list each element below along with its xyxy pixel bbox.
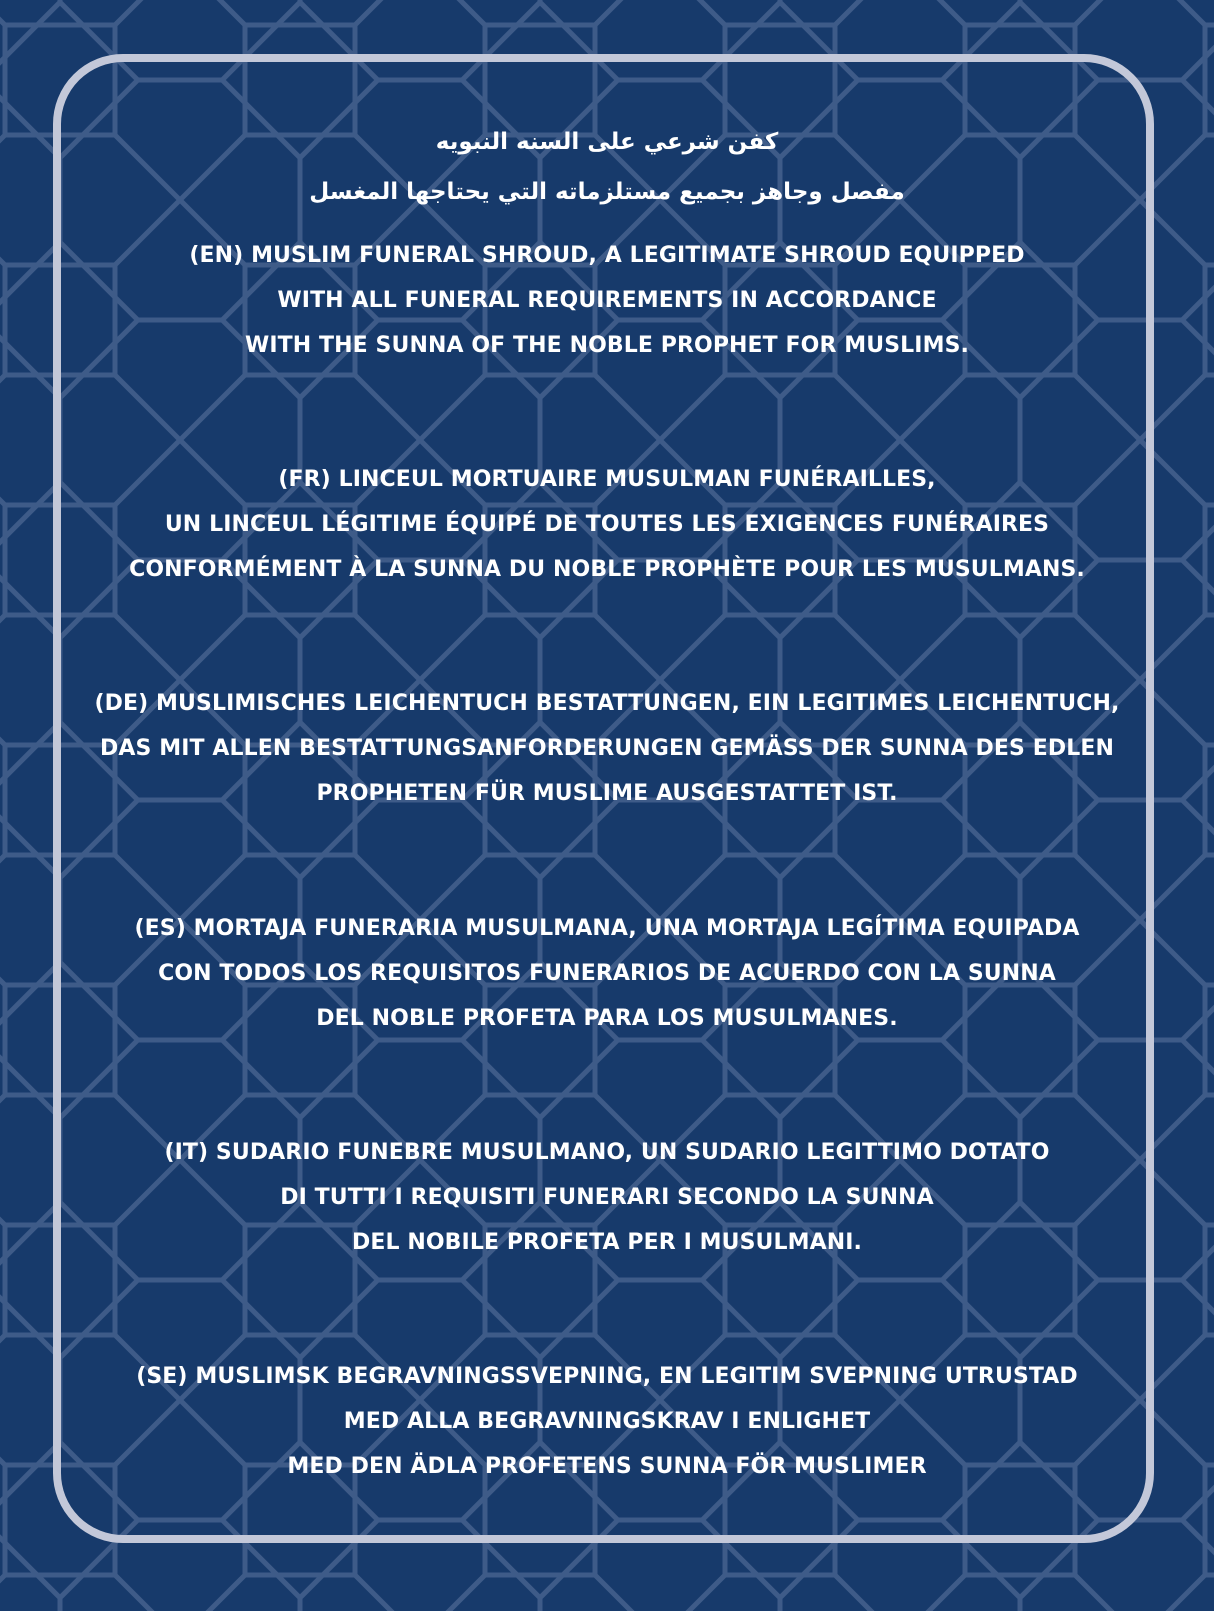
description-line: (SE) MUSLIMSK BEGRAVNINGSSVEPNING, EN LEGITIM SVEPNING UTRUSTAD: [136, 1364, 1078, 1389]
description-line: CON TODOS LOS REQUISITOS FUNERARIOS DE ACUERDO CON LA SUNNA: [158, 961, 1056, 986]
arabic-title: [60, 117, 1154, 217]
description-line: PROPHETEN FÜR MUSLIME AUSGESTATTET IST.: [316, 781, 898, 806]
description-line: DEL NOBLE PROFETA PARA LOS MUSULMANES.: [316, 1006, 898, 1031]
description-line: DEL NOBILE PROFETA PER I MUSULMANI.: [351, 1230, 862, 1255]
arabic-title-line-1: كفن شرعي على السنه النبويه: [435, 129, 779, 155]
description-line: (IT) SUDARIO FUNEBRE MUSULMANO, UN SUDARIO LEGITTIMO DOTATO: [164, 1140, 1050, 1165]
description-line: (ES) MORTAJA FUNERARIA MUSULMANA, UNA MORTAJA LEGÍTIMA EQUIPADA: [134, 916, 1080, 941]
description-line: DAS MIT ALLEN BESTATTUNGSANFORDERUNGEN GEMÄSS DER SUNNA DES EDLEN: [100, 736, 1114, 761]
description-line: WITH ALL FUNERAL REQUIREMENTS IN ACCORDANCE: [277, 288, 937, 313]
description-content: [60, 60, 1154, 1540]
description-line: (EN) MUSLIM FUNERAL SHROUD, A LEGITIMATE SHROUD EQUIPPED: [189, 243, 1025, 268]
description-line: UN LINCEUL LÉGITIME ÉQUIPÉ DE TOUTES LES EXIGENCES FUNÉRAIRES: [164, 512, 1050, 537]
description-line: WITH THE SUNNA OF THE NOBLE PROPHET FOR MUSLIMS.: [245, 333, 969, 358]
spanish-description: [60, 906, 1154, 1041]
german-description: [60, 681, 1154, 816]
italian-description: [60, 1130, 1154, 1265]
description-line: MED ALLA BEGRAVNINGSKRAV I ENLIGHET: [343, 1409, 871, 1434]
french-description: [60, 457, 1154, 592]
english-description: [60, 233, 1154, 368]
description-line: DI TUTTI I REQUISITI FUNERARI SECONDO LA SUNNA: [280, 1185, 934, 1210]
description-line: CONFORMÉMENT À LA SUNNA DU NOBLE PROPHÈTE POUR LES MUSULMANS.: [129, 557, 1085, 582]
description-line: (DE) MUSLIMISCHES LEICHENTUCH BESTATTUNGEN, EIN LEGITIMES LEICHENTUCH,: [94, 691, 1120, 716]
swedish-description: [60, 1354, 1154, 1489]
description-line: (FR) LINCEUL MORTUAIRE MUSULMAN FUNÉRAILLES,: [278, 467, 936, 492]
arabic-title-line-2: مفصل وجاهز بجميع مستلزماته التي يحتاجها المغسل: [309, 179, 905, 205]
description-line: MED DEN ÄDLA PROFETENS SUNNA FÖR MUSLIMER: [287, 1454, 927, 1479]
